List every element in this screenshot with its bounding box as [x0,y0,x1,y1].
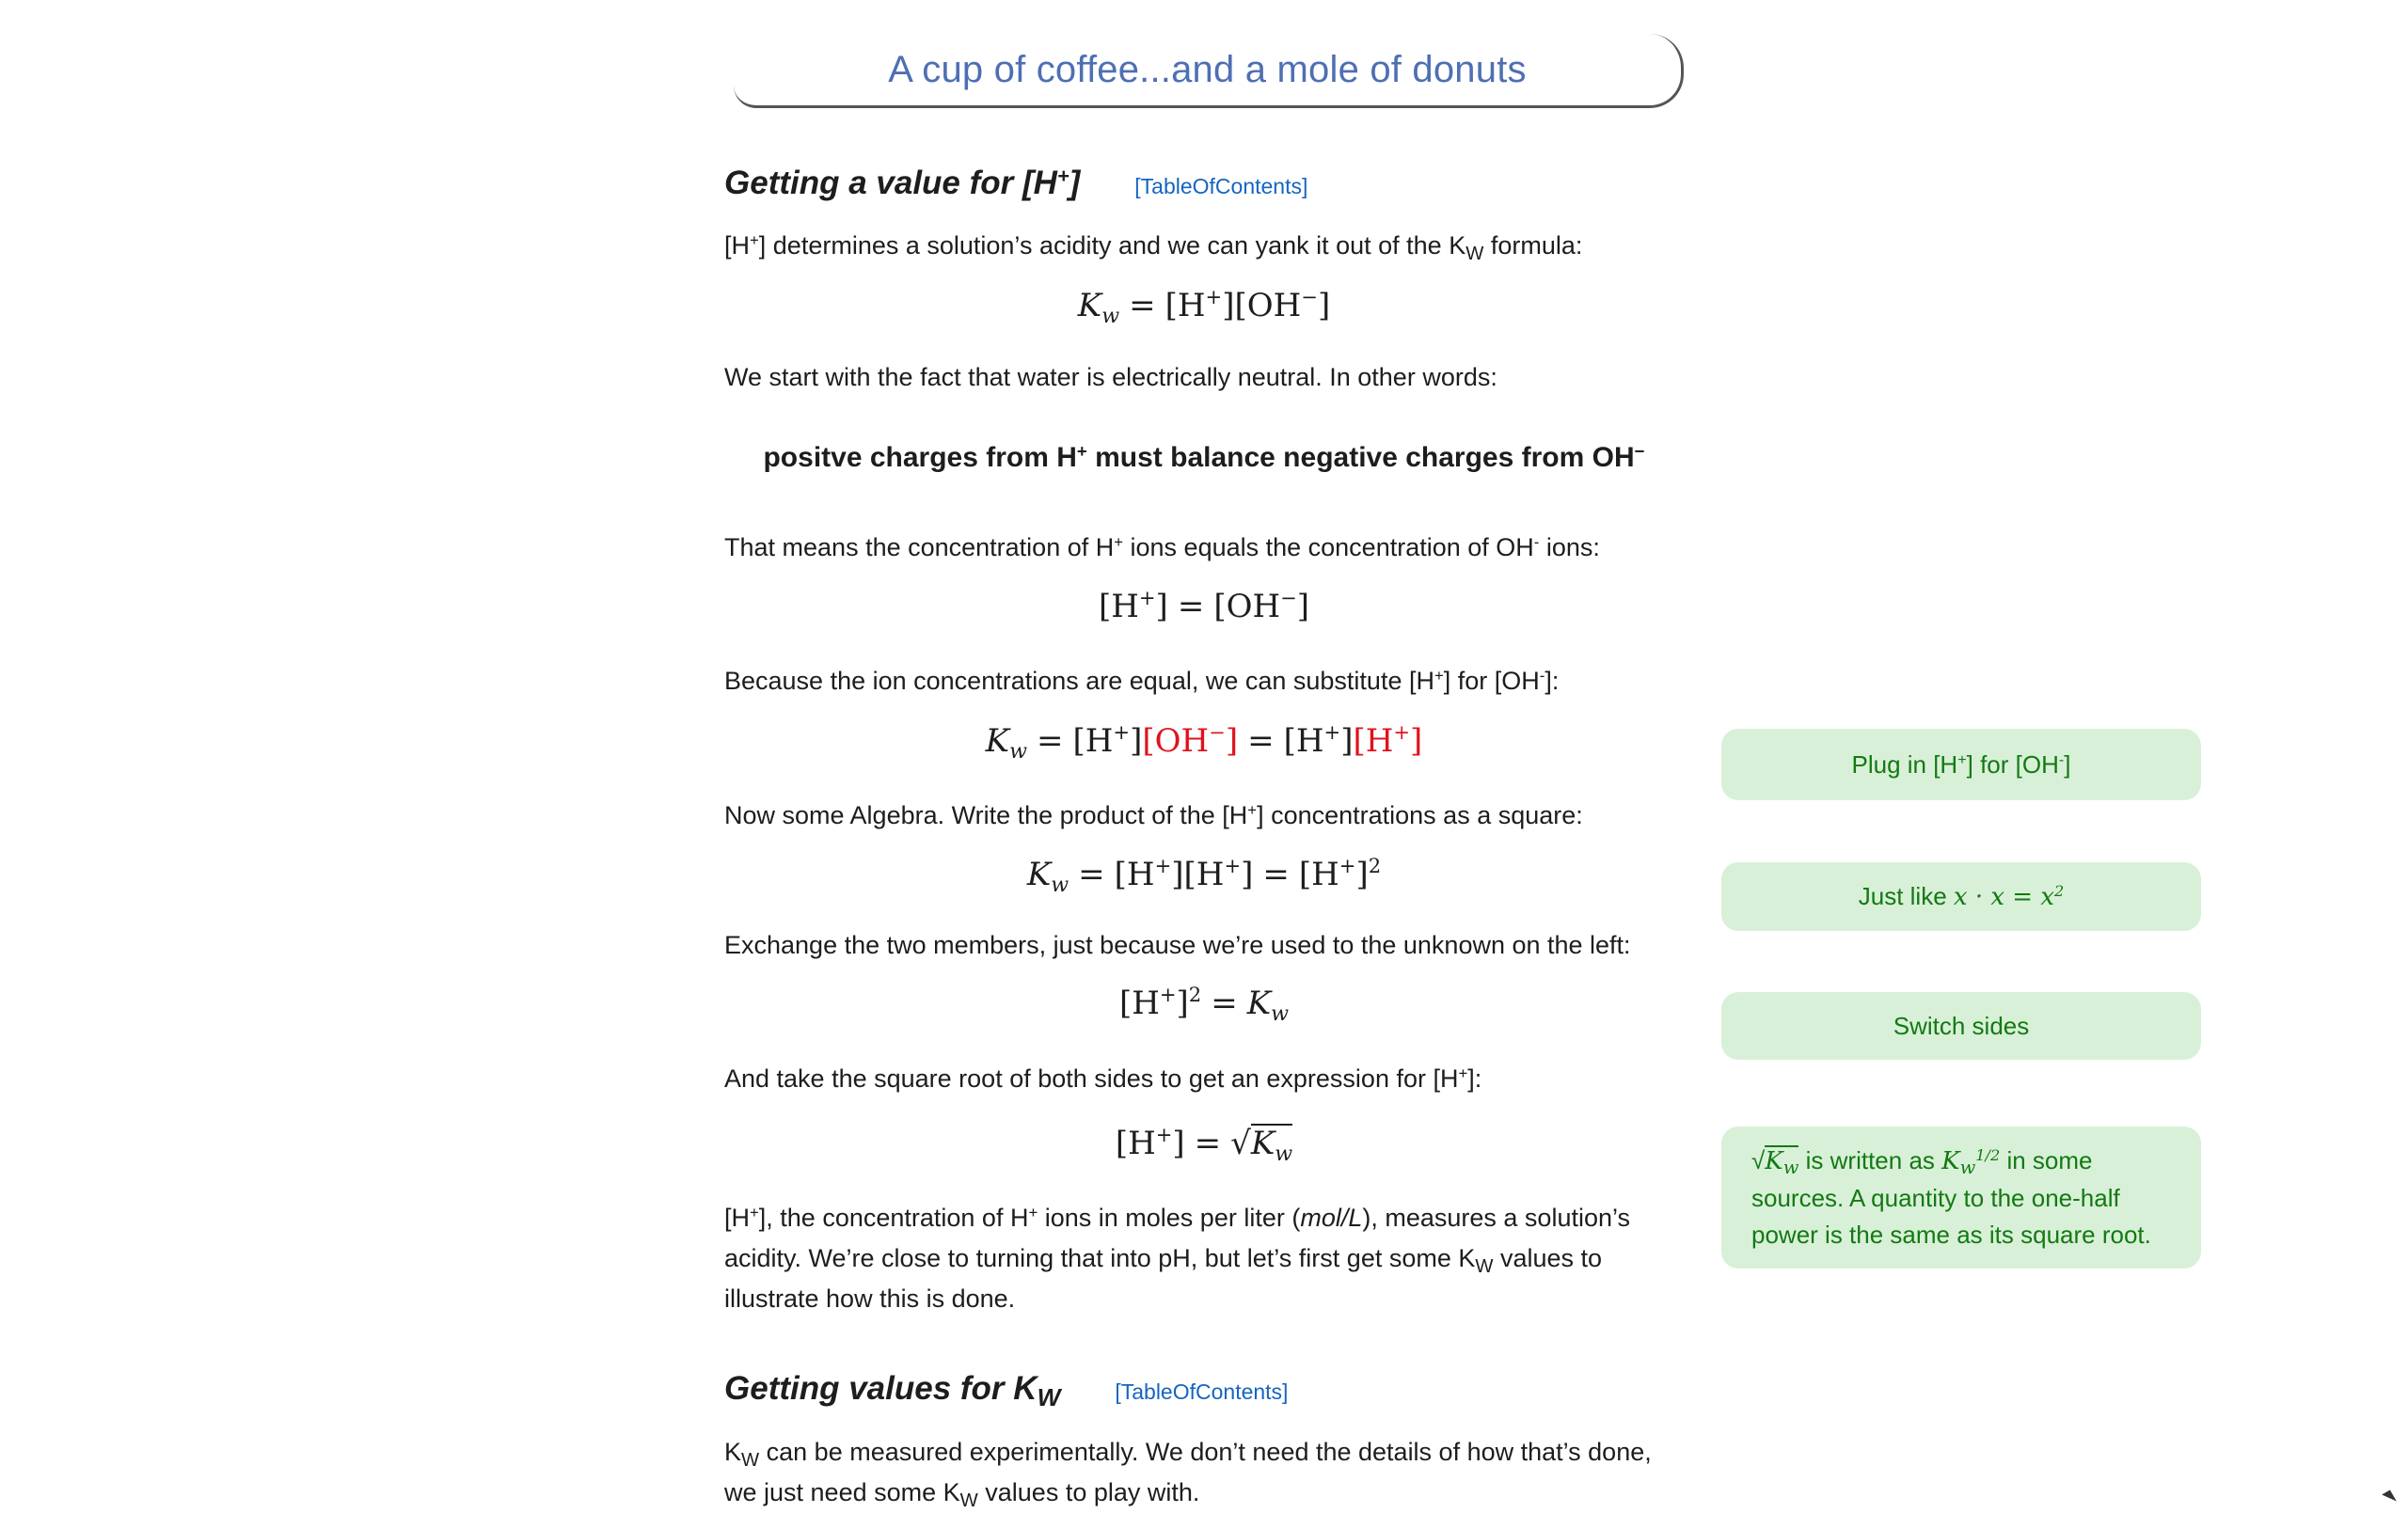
equation-square: $Kw = [H^+][H^+] = [H^+]^2$ [1026,854,1382,897]
toc-link[interactable]: [TableOfContents] [1134,174,1308,198]
title-banner [734,34,1684,108]
emphasis-statement: positve charges from H+ must balance negative charges from OH− [763,440,1645,473]
paragraph-exchange: Exchange the two members, just because we’re used to the unknown on the left: [724,931,1631,959]
toc-link-2[interactable]: [TableOfContents] [1115,1379,1289,1404]
paragraph-neutral: We start with the fact that water is electrically neutral. In other words: [724,363,1497,391]
paragraph-algebra: Now some Algebra. Write the product of the [H+] concentrations as a square: [724,800,1583,829]
note-half-power: $√K_w$ is written as $K_w^{1/2}$ in some sources. A quantity to the one-half power is the same as its square root. [1721,1127,2201,1269]
paragraph-kw-measured: $K_W$ can be measured experimentally. We don’t need the details of how that’s done, we just need some $K_W$ values to play with. [724,1438,1652,1511]
paragraph-molarity: [H+], the concentration of H+ ions in moles per liter (mol/L), measures a solution’s acidity. We’re close to turning that into pH, but let’s first get some $K_W$ values to illustrate how this is done. [724,1203,1631,1313]
paragraph-substitute: Because the ion concentrations are equal, we can substitute [H+] for [OH-]: [724,666,1560,695]
paragraph-intro: [H+] determines a solution’s acidity and we can yank it out of the $K_W$ formula: [724,230,1583,264]
paragraph-square-root: And take the square root of both sides to get an expression for [H+]: [724,1064,1482,1093]
note-just-like: Just like $x \cdot x = x^2$ [1721,862,2201,931]
equation-kw: Kw = [H+][OH−] [1077,285,1331,328]
equation-substitution: Kw = [H+][OH−] = [H+][H+] [985,720,1423,764]
paragraph-concentration: That means the concentration of H+ ions equals the concentration of OH- ions: [724,532,1600,561]
equation-root: [H+] = √Kw [1115,1123,1293,1166]
note-plug-in: Plug in [H+] for [OH-] [1721,729,2201,800]
section-heading-kw [724,1370,1289,1412]
page-title: A cup of coffee...and a mole of donuts [888,48,1527,90]
equation-h-equals-oh: [H+] = [OH−] [1098,586,1310,625]
equation-switched: $[H^+]^2 = Kw$ [1118,983,1290,1026]
note-switch-sides: Switch sides [1721,992,2201,1060]
section-title-kw: Getting values for $K_W$ [724,1370,1061,1412]
section-heading-h-plus [724,165,1307,202]
mouse-cursor-icon [2382,1489,2397,1505]
section-title: Getting a value for [H+] [724,164,1081,201]
